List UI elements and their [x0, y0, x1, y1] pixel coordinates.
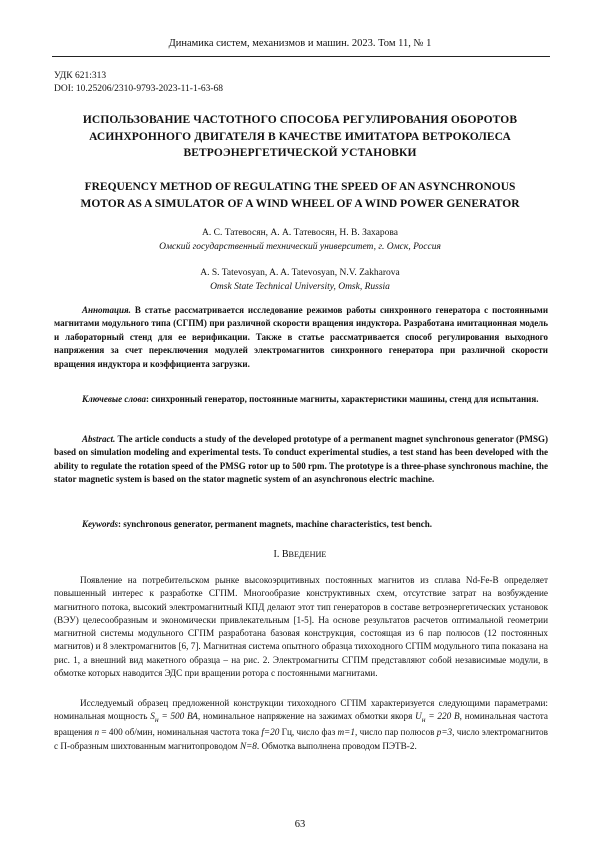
page-number: 63 [294, 819, 306, 830]
title-ru-line: АСИНХРОННОГО ДВИГАТЕЛЯ В КАЧЕСТВЕ ИМИТАТОРА ВЕТРОКОЛЕСА [89, 130, 511, 143]
subscript: н [154, 715, 159, 725]
keywords-en-text: : synchronous generator, permanent magnets, machine characteristics, test bench. [118, 519, 432, 529]
text-run: . Обмотка выполнена проводом ПЭТВ-2. [256, 740, 417, 751]
keywords-russian [54, 393, 548, 406]
affiliation-en: Omsk State Technical University, Omsk, Russia [210, 282, 390, 292]
body-paragraph: Появление на потребительском рынке высокоэрцитивных постоянных магнитов из сплава Nd-Fe-B определяет повышенный интерес к разработке СГПМ. Многообразие конструктивных схем, отсутствие затрат на возбуждение магнитного потока, высокий электромагнитный КПД делают этот тип генераторов в составе ветроэнергетических установок (ВЭУ) целесообразным и экономически привлекательным [1-5]. На основе результатов расчетов оптимальной геометрии магнитной системы модульного СГПМ разработана базовая конструкция, состоящая из 6 пар полюсов (12 постоянных магнитов) и 8 электромагнитов [6, 7]. Магнитная система опытного образца тихоходного СГПМ модульного типа показана на рис. 1, а внешний вид макетного образца – на рис. 2. Электромагниты СГПМ представляют собой независимые модули, в обмотке которых наводится ЭДС при вращении ротора с постоянными магнитами. [54, 575, 548, 679]
symbol-u: U [415, 711, 422, 722]
author-names-en: A. S. Tatevosyan, A. A. Tatevosyan, N.V. Zakharova [200, 268, 400, 278]
text-run: , число электромагнитов с П-образным шихтованным магнитопроводом [54, 727, 548, 751]
keywords-ru-label: Ключевые слова [82, 394, 146, 404]
abstract-ru-text: В статье рассматривается исследование режимов работы синхронного генератора с постоянными магнитами модульного типа (СГПМ) при различной скорости вращения индуктора. Разработана имитационная модель и лабораторный стенд для ее верификации. Также в статье рассматривается способ регулирования выходного напряжения за счет переключения модулей электромагнитов синхронного генератора при различной скорости вращения индуктора и коэффициента загрузки. [54, 305, 548, 369]
value-frequency: f=20 [261, 727, 280, 738]
text-run: , номинальное напряжение на зажимах обмотки якоря [197, 711, 416, 722]
abstract-russian [54, 304, 548, 371]
title-ru-line: ВЕТРОЭНЕРГЕТИЧЕСКОЙ УСТАНОВКИ [183, 147, 417, 159]
text-run: , число пар полюсов [354, 727, 437, 738]
title-english [46, 179, 554, 212]
value-pole-pairs: p=3 [436, 727, 453, 738]
title-en-line: MOTOR AS A SIMULATOR OF A WIND WHEEL OF A WIND POWER GENERATOR [80, 197, 520, 210]
title-ru-line: ИСПОЛЬЗОВАНИЕ ЧАСТОТНОГО СПОСОБА РЕГУЛИРОВАНИЯ ОБОРОТОВ [82, 114, 518, 126]
keywords-ru-text: : синхронный генератор, постоянные магниты, характеристики машины, стенд для испытания. [145, 394, 539, 404]
text-run: Гц, число фаз [279, 727, 338, 738]
section-name: ВЕДЕНИЕ [288, 550, 327, 559]
value-voltage: = 220 В [425, 711, 460, 722]
value-power: = 500 ВА [158, 711, 198, 722]
section-heading [0, 549, 600, 560]
symbol-n: n [94, 727, 100, 738]
text-run: = 400 об/мин, номинальная частота тока [99, 727, 262, 738]
abstract-english [54, 433, 548, 487]
title-russian [46, 112, 554, 162]
doi: DOI: 10.25206/2310-9793-2023-11-1-63-68 [54, 84, 224, 94]
author-names-ru: А. С. Татевосян, А. А. Татевосян, Н. В. Захарова [202, 228, 398, 238]
keywords-english [54, 518, 548, 531]
subscript: н [421, 715, 426, 725]
section-numeral: I. В [273, 549, 289, 560]
authors-russian [0, 226, 600, 254]
running-head: Динамика систем, механизмов и машин. 2023. Том 11, № 1 [168, 38, 432, 49]
abstract-en-text: The article conducts a study of the developed prototype of a permanent magnet synchronous generator (PMSG) based on simulation modeling and experimental tests. To conduct experimental studies, a test stand has been developed with the ability to regulate the rotation speed of the PMSG rotor up to 500 rpm. The prototype is a three-phase synchronous machine, the stator magnetic system is based on the stator magnetic system of an asynchronous electric machine. [54, 434, 548, 485]
body-paragraph-parameters [54, 697, 548, 753]
text-run: Исследуемый образец предложенной конструкции тихоходного СГПМ характеризуется следующими параметрами: номинальная мощность [54, 698, 548, 722]
abstract-ru-label: Аннотация. [82, 305, 131, 315]
value-electromagnets: N=8 [239, 740, 257, 751]
text-run: , номинальная частота вращения [54, 711, 548, 738]
affiliation-ru: Омский государственный технический университет, г. Омск, Россия [159, 242, 441, 252]
symbol-s: S [150, 711, 155, 722]
abstract-en-label: Abstract. [82, 434, 116, 444]
value-phases: m=1 [337, 727, 355, 738]
header-rule [52, 56, 550, 57]
title-en-line: FREQUENCY METHOD OF REGULATING THE SPEED OF AN ASYNCHRONOUS [84, 181, 516, 193]
udc-code: УДК 621:313 [54, 71, 107, 81]
authors-english [0, 266, 600, 294]
article-meta [54, 70, 223, 96]
keywords-en-label: Keywords [82, 519, 118, 529]
